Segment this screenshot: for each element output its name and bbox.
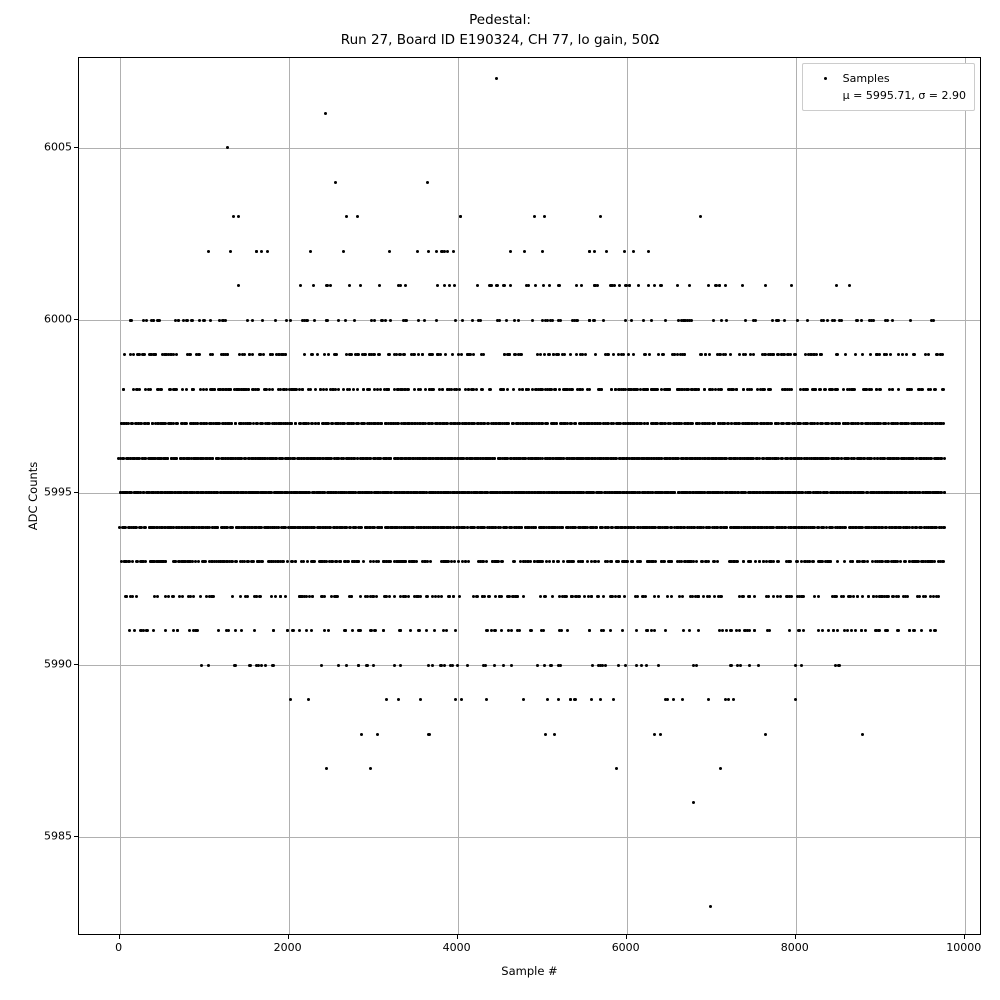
gridline-vertical bbox=[965, 58, 966, 934]
chart-title bbox=[0, 10, 1000, 50]
y-tick-label: 5985 bbox=[44, 829, 72, 843]
x-tick-mark bbox=[626, 935, 627, 939]
chart-title-line1: Pedestal: bbox=[469, 12, 531, 28]
y-tick-label: 5990 bbox=[44, 657, 72, 671]
y-tick-mark bbox=[74, 836, 78, 837]
gridline-vertical bbox=[289, 58, 290, 934]
x-axis-label: Sample # bbox=[501, 964, 558, 978]
gridline-horizontal bbox=[79, 665, 980, 666]
gridline-horizontal bbox=[79, 148, 980, 149]
x-tick-label: 10000 bbox=[946, 941, 982, 954]
y-tick-label: 5995 bbox=[44, 485, 72, 499]
legend-label-stats: μ = 5995.71, σ = 2.90 bbox=[842, 89, 966, 102]
gridline-vertical bbox=[627, 58, 628, 934]
gridline-vertical bbox=[120, 58, 121, 934]
y-tick-mark bbox=[74, 319, 78, 320]
x-tick-label: 4000 bbox=[442, 941, 471, 954]
legend-entry-stats bbox=[809, 87, 966, 104]
y-tick-label: 6000 bbox=[44, 312, 72, 326]
x-tick-label: 6000 bbox=[611, 941, 640, 954]
gridline-horizontal bbox=[79, 320, 980, 321]
gridline-vertical bbox=[796, 58, 797, 934]
y-tick-mark bbox=[74, 147, 78, 148]
legend-entry-samples bbox=[809, 70, 966, 87]
gridline-vertical bbox=[458, 58, 459, 934]
legend-marker-samples bbox=[809, 77, 843, 80]
legend bbox=[802, 63, 975, 111]
x-tick-label: 2000 bbox=[273, 941, 302, 954]
x-tick-mark bbox=[288, 935, 289, 939]
chart-title-line2: Run 27, Board ID E190324, CH 77, lo gain, 50Ω bbox=[340, 32, 660, 48]
y-tick-mark bbox=[74, 492, 78, 493]
x-tick-mark bbox=[457, 935, 458, 939]
scatter-plot-area bbox=[79, 58, 980, 934]
x-tick-mark bbox=[964, 935, 965, 939]
x-tick-label: 0 bbox=[115, 941, 123, 954]
x-tick-mark bbox=[795, 935, 796, 939]
y-tick-mark bbox=[74, 664, 78, 665]
gridline-horizontal bbox=[79, 837, 980, 838]
legend-label-samples: Samples bbox=[842, 72, 890, 85]
x-tick-label: 8000 bbox=[780, 941, 809, 954]
y-axis-label: ADC Counts bbox=[26, 461, 40, 531]
plot-axes bbox=[78, 57, 981, 935]
y-tick-label: 6005 bbox=[44, 140, 72, 154]
x-tick-mark bbox=[119, 935, 120, 939]
